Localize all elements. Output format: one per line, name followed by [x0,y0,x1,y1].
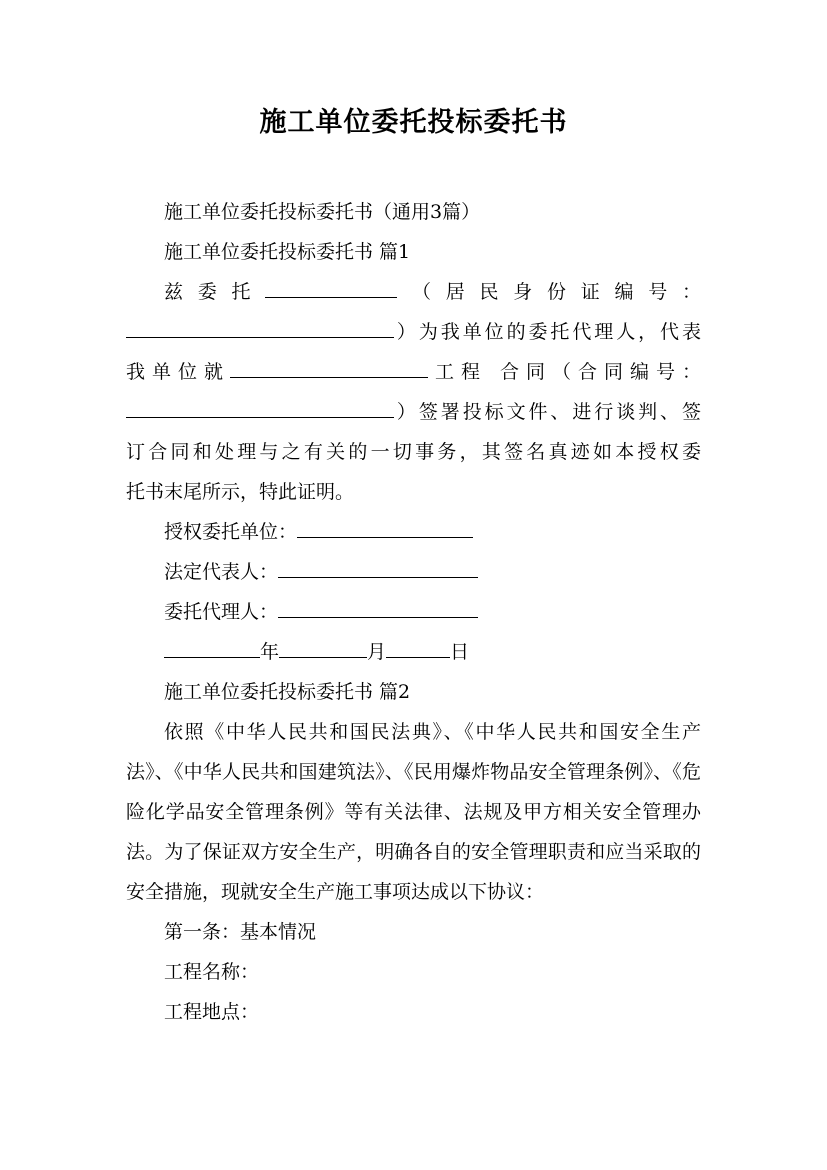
section1-line2-a: ）为我单位的委托代理人，代表 [394,321,701,343]
project-name-line: 工程名称： [164,961,260,983]
id-number-blank [126,316,394,338]
section1-line3 [126,352,701,392]
field-agent-label: 委托代理人： [164,601,279,623]
field-authorizing-unit [126,512,701,552]
date-month-label: 月 [367,641,387,663]
date-year-label: 年 [260,641,280,663]
intro-line: 施工单位委托投标委托书（通用3篇） [164,201,481,223]
project-name-blank [230,356,428,378]
field-legal-rep [126,552,701,592]
document-title: 施工单位委托投标委托书 [259,107,568,138]
date-day-label: 日 [450,641,470,663]
section1-line2 [126,312,701,352]
field-authorizing-unit-label: 授权委托单位： [164,521,298,543]
section1-line1 [126,272,701,312]
section1-line1-b: （居民身份证编号： [397,281,701,303]
field-agent [126,592,701,632]
date-line [126,632,701,672]
section1-line3-a: 我单位就 [126,361,230,383]
article1-heading: 第一条：基本情况 [164,921,317,943]
month-blank [279,636,367,658]
section2-paragraph: 依照《中华人民共和国民法典》、《中华人民共和国安全生产法》、《中华人民共和国建筑法》、《民用爆炸物品安全管理条例》、《危险化学品安全管理条例》等有关法律、法规及甲方相关安全管理办法。为了保证双方安全生产，明确各自的安全管理职责和应当采取的安全措施，现就安全生产施工事项达成以下协议： [126,721,701,903]
project-location-line: 工程地点： [164,1001,260,1023]
section1-line4 [126,392,701,432]
year-blank [164,636,260,658]
section1-line6: 托书末尾所示，特此证明。 [126,481,355,503]
legal-rep-blank [278,556,478,578]
day-blank [386,636,450,658]
principal-name-blank [265,276,397,298]
section2-heading: 施工单位委托投标委托书 篇2 [164,681,411,703]
section1-line5: 订合同和处理与之有关的一切事务，其签名真迹如本授权委 [126,441,701,463]
document-body [126,192,701,1032]
section1-line3-b: 工程 合同（合同编号： [427,361,701,383]
field-legal-rep-label: 法定代表人： [164,561,279,583]
section1-line1-a: 兹委托 [164,281,266,303]
section1-line4-a: ）签署投标文件、进行谈判、签 [394,401,701,423]
contract-number-blank [126,396,394,418]
agent-blank [278,596,478,618]
section1-heading: 施工单位委托投标委托书 篇1 [164,241,411,263]
authorizing-unit-blank [297,516,473,538]
